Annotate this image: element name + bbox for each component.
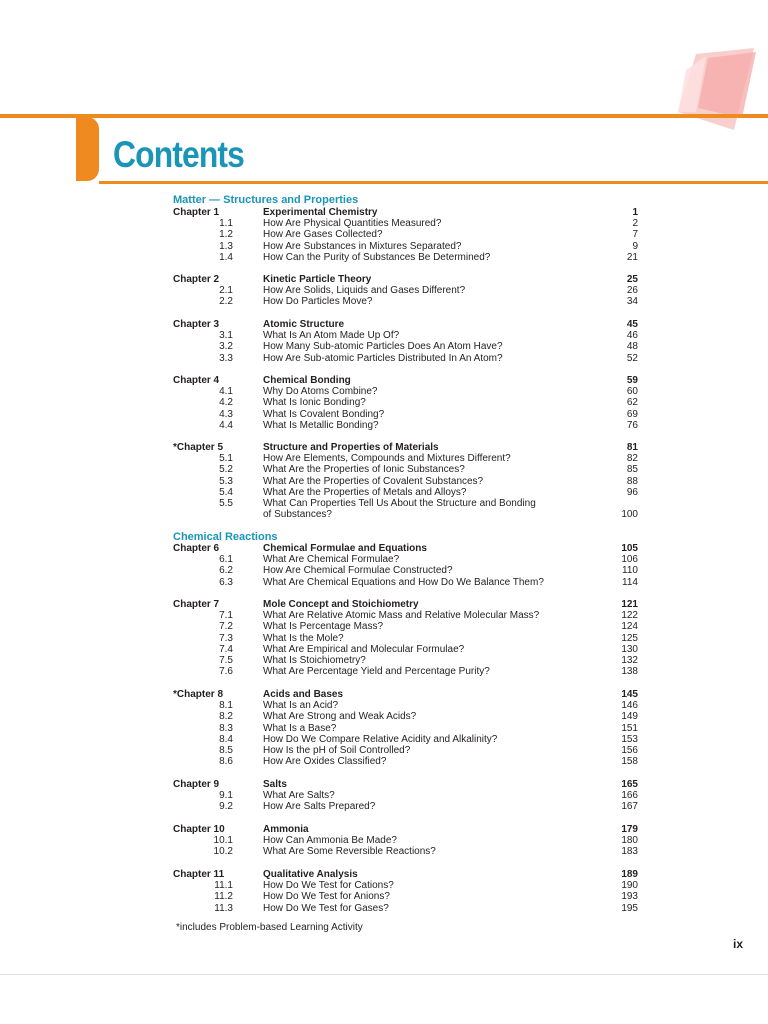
entry-number: 1.4	[219, 251, 233, 263]
entry-row	[0, 711, 768, 722]
entry-page: 183	[621, 846, 638, 858]
entry-title: How Many Sub-atomic Particles Does An Atom Have?	[263, 341, 503, 353]
entry-page: 151	[621, 722, 638, 734]
entry-row	[0, 790, 768, 801]
entry-page: 82	[626, 453, 638, 465]
entry-number: 6.2	[219, 565, 233, 577]
entry-title: How Can the Purity of Substances Be Determined?	[263, 251, 491, 263]
entry-title: What Are Relative Atomic Mass and Relative Molecular Mass?	[263, 610, 540, 622]
chapter-page: 25	[626, 274, 638, 285]
entry-number: 8.5	[219, 745, 233, 756]
entry-title: How Are Substances in Mixtures Separated?	[263, 240, 462, 252]
entry-page: 2	[632, 218, 638, 230]
entry-number: 1.3	[219, 240, 233, 252]
entry-page: 124	[621, 621, 638, 633]
entry-number: 11.2	[214, 891, 233, 903]
entry-title: How Are Solids, Liquids and Gases Different?	[263, 285, 466, 297]
entry-number: 7.2	[219, 621, 233, 633]
entry-row	[0, 386, 768, 397]
entry-title: How Is the pH of Soil Controlled?	[263, 745, 411, 756]
entry-row	[0, 700, 768, 711]
entry-page: 110	[622, 565, 638, 577]
entry-row	[0, 464, 768, 475]
entry-row	[0, 891, 768, 902]
entry-title: How Are Elements, Compounds and Mixtures Different?	[263, 453, 511, 465]
entry-page: 48	[626, 341, 638, 353]
page-number: ix	[733, 937, 744, 951]
entry-title: How Do Particles Move?	[263, 296, 373, 308]
entry-row	[0, 903, 768, 914]
entry-row	[0, 296, 768, 307]
chapter-title: Chemical Bonding	[263, 375, 351, 386]
entry-row	[0, 655, 768, 666]
entry-title: What Is Percentage Mass?	[263, 621, 384, 633]
entry-title: What Are Chemical Equations and How Do We Balance Them?	[263, 576, 544, 588]
entry-title: How Do We Test for Anions?	[263, 891, 390, 903]
entry-page: 52	[626, 352, 638, 364]
entry-title: Why Do Atoms Combine?	[263, 386, 378, 398]
entry-page: 195	[621, 902, 638, 914]
entry-row	[0, 420, 768, 431]
entry-title: What Is the Mole?	[263, 632, 344, 644]
entry-number: 9.1	[219, 790, 233, 802]
entry-row	[0, 341, 768, 352]
entry-page: 46	[626, 330, 638, 342]
chapter-page: 165	[621, 779, 638, 790]
entry-number: 5.5	[219, 498, 233, 509]
entry-number: 2.2	[219, 296, 233, 308]
entry-page: 193	[621, 891, 638, 903]
chapter-page: 81	[626, 442, 638, 453]
entry-page: 21	[626, 251, 638, 263]
entry-row	[0, 476, 768, 487]
entry-number: 8.3	[219, 722, 233, 734]
entry-row	[0, 218, 768, 229]
entry-title: What Is Covalent Bonding?	[263, 408, 385, 420]
section-heading: Matter — Structures and Properties	[173, 194, 359, 206]
chapter-page: 59	[626, 375, 638, 386]
entry-row	[0, 330, 768, 341]
entry-title: What Are Empirical and Molecular Formulae?	[263, 643, 465, 655]
chapter-row	[0, 824, 768, 835]
entry-number: 6.3	[219, 576, 233, 588]
chapter-title: Experimental Chemistry	[263, 207, 378, 218]
entry-number: 4.2	[219, 397, 233, 409]
entry-page: 76	[626, 419, 638, 431]
entry-page: 167	[621, 801, 638, 813]
entry-number: 5.3	[219, 475, 233, 487]
chapter-title: Ammonia	[263, 824, 309, 835]
entry-title: What Is an Acid?	[263, 700, 339, 712]
entry-page: 166	[621, 790, 638, 802]
chapter-row	[0, 689, 768, 700]
chapter-row	[0, 207, 768, 218]
chapter-title: Atomic Structure	[263, 319, 345, 330]
chapter-label: Chapter 1	[173, 207, 220, 218]
chapter-page: 179	[621, 824, 638, 835]
entry-number: 4.3	[219, 408, 233, 420]
entry-row	[0, 756, 768, 767]
entry-number: 7.4	[219, 643, 233, 655]
chapter-label: Chapter 6	[173, 543, 220, 554]
chapter-label: Chapter 10	[173, 824, 225, 835]
entry-page: 62	[626, 397, 638, 409]
chapter-row	[0, 779, 768, 790]
chapter-page: 1	[632, 207, 638, 218]
entry-number: 8.2	[219, 711, 233, 723]
entry-row	[0, 801, 768, 812]
chapter-page: 105	[621, 543, 638, 554]
page-title: Contents	[113, 134, 245, 175]
chapter-page: 121	[621, 599, 638, 610]
entry-number: 7.5	[219, 655, 233, 666]
entry-number: 6.1	[219, 554, 233, 566]
chapter-row	[0, 869, 768, 880]
chapter-row	[0, 442, 768, 453]
entry-row	[0, 633, 768, 644]
entry-title: How Are Physical Quantities Measured?	[263, 218, 442, 230]
entry-title: What Are the Properties of Ionic Substances?	[263, 464, 465, 476]
entry-row	[0, 644, 768, 655]
chapter-title: Acids and Bases	[263, 689, 344, 700]
entry-number: 1.1	[219, 218, 233, 230]
entry-row	[0, 577, 768, 588]
entry-title: What Are Chemical Formulae?	[263, 554, 400, 566]
entry-title: What Is An Atom Made Up Of?	[263, 330, 400, 342]
entry-number: 10.2	[213, 846, 233, 858]
section-heading: Chemical Reactions	[173, 531, 278, 543]
entry-row	[0, 487, 768, 498]
entry-title: What Is Stoichiometry?	[263, 655, 366, 666]
entry-number: 3.2	[219, 341, 233, 353]
entry-row	[0, 409, 768, 420]
entry-number: 4.1	[219, 386, 233, 398]
entry-page: 122	[621, 610, 638, 622]
entry-page: 149	[621, 711, 638, 723]
entry-number: 9.2	[219, 801, 233, 813]
entry-title: of Substances?	[263, 509, 332, 521]
entry-page: 106	[621, 554, 638, 566]
entry-row	[0, 453, 768, 464]
entry-page: 100	[621, 509, 638, 521]
chapter-page: 189	[621, 869, 638, 880]
entry-row	[0, 353, 768, 364]
chapter-label: Chapter 11	[173, 869, 225, 880]
entry-number: 5.4	[219, 486, 233, 498]
entry-page: 130	[621, 643, 638, 655]
entry-page: 146	[621, 700, 638, 712]
entry-page: 114	[622, 576, 638, 588]
chapter-page: 45	[626, 319, 638, 330]
entry-number: 4.4	[219, 419, 233, 431]
chapter-label: Chapter 3	[173, 319, 220, 330]
entry-title: How Do We Test for Cations?	[263, 880, 394, 892]
entry-number: 8.1	[219, 700, 233, 712]
entry-page: 9	[632, 240, 638, 252]
chapter-label: *Chapter 5	[173, 442, 224, 453]
entry-title: What Are Percentage Yield and Percentage Purity?	[263, 666, 490, 678]
entry-row	[0, 554, 768, 565]
chapter-title: Qualitative Analysis	[263, 869, 358, 880]
entry-number: 5.1	[219, 453, 233, 465]
chapter-label: Chapter 9	[173, 779, 220, 790]
entry-number: 11.1	[214, 880, 233, 892]
entry-page: 96	[626, 486, 638, 498]
entry-title: What Are Strong and Weak Acids?	[263, 711, 417, 723]
entry-row	[0, 745, 768, 756]
entry-page: 26	[626, 285, 638, 297]
entry-page: 34	[626, 296, 638, 308]
entry-title: What Can Properties Tell Us About the Structure and Bonding	[263, 498, 536, 509]
entry-number: 3.1	[219, 330, 233, 342]
entry-number: 11.3	[214, 902, 233, 914]
entry-title: What Is Metallic Bonding?	[263, 419, 379, 431]
chapter-label: *Chapter 8	[173, 689, 224, 700]
chapter-row	[0, 319, 768, 330]
chapter-row	[0, 274, 768, 285]
entry-number: 8.6	[219, 756, 233, 768]
entry-title: What Is a Base?	[263, 722, 337, 734]
entry-row	[0, 509, 768, 520]
entry-row	[0, 498, 768, 509]
entry-number: 10.1	[213, 835, 233, 847]
chapter-label: Chapter 4	[173, 375, 220, 386]
entry-row	[0, 610, 768, 621]
footnote: *includes Problem-based Learning Activity	[176, 922, 363, 933]
entry-title: What Are Some Reversible Reactions?	[263, 846, 436, 858]
entry-title: How Are Chemical Formulae Constructed?	[263, 565, 453, 577]
chapter-label: Chapter 7	[173, 599, 220, 610]
entry-page: 132	[621, 655, 638, 666]
entry-page: 153	[621, 733, 638, 745]
entry-row	[0, 241, 768, 252]
entry-title: How Can Ammonia Be Made?	[263, 835, 397, 847]
entry-title: What Are Salts?	[263, 790, 335, 802]
entry-row	[0, 835, 768, 846]
entry-title: What Is Ionic Bonding?	[263, 397, 366, 409]
chapter-page: 145	[621, 689, 638, 700]
entry-title: How Do We Compare Relative Acidity and Alkalinity?	[263, 733, 498, 745]
chapter-title: Kinetic Particle Theory	[263, 274, 372, 285]
entry-page: 85	[626, 464, 638, 476]
entry-page: 138	[621, 666, 638, 678]
entry-row	[0, 846, 768, 857]
chapter-row	[0, 543, 768, 554]
entry-title: How Are Oxides Classified?	[263, 756, 387, 768]
entry-row	[0, 229, 768, 240]
entry-page: 60	[626, 386, 638, 398]
entry-row	[0, 252, 768, 263]
entry-row	[0, 734, 768, 745]
chapter-row	[0, 599, 768, 610]
entry-number: 3.3	[219, 352, 233, 364]
entry-page: 69	[626, 408, 638, 420]
entry-row	[0, 397, 768, 408]
entry-page: 88	[626, 475, 638, 487]
entry-number: 5.2	[219, 464, 233, 476]
entry-row	[0, 285, 768, 296]
entry-number: 2.1	[219, 285, 233, 297]
chapter-title: Mole Concept and Stoichiometry	[263, 599, 419, 610]
chapter-label: Chapter 2	[173, 274, 220, 285]
entry-row	[0, 723, 768, 734]
entry-row	[0, 621, 768, 632]
entry-row	[0, 666, 768, 677]
chapter-title: Structure and Properties of Materials	[263, 442, 439, 453]
entry-number: 7.6	[219, 666, 233, 678]
entry-number: 1.2	[219, 229, 233, 241]
entry-title: How Do We Test for Gases?	[263, 902, 389, 914]
entry-number: 7.3	[219, 632, 233, 644]
chapter-title: Chemical Formulae and Equations	[263, 543, 427, 554]
entry-title: How Are Salts Prepared?	[263, 801, 376, 813]
entry-title: What Are the Properties of Metals and Alloys?	[263, 486, 467, 498]
entry-row	[0, 880, 768, 891]
entry-title: How Are Gases Collected?	[263, 229, 383, 241]
entry-page: 158	[621, 756, 638, 768]
chapter-title: Salts	[263, 779, 287, 790]
entry-row	[0, 565, 768, 576]
entry-page: 156	[621, 745, 638, 756]
entry-page: 190	[621, 880, 638, 892]
entry-title: How Are Sub-atomic Particles Distributed In An Atom?	[263, 352, 503, 364]
chapter-row	[0, 375, 768, 386]
entry-page: 7	[632, 229, 638, 241]
entry-page: 180	[621, 835, 638, 847]
entry-page: 125	[621, 632, 638, 644]
entry-title: What Are the Properties of Covalent Substances?	[263, 475, 484, 487]
entry-number: 7.1	[219, 610, 233, 622]
entry-number: 8.4	[219, 733, 233, 745]
